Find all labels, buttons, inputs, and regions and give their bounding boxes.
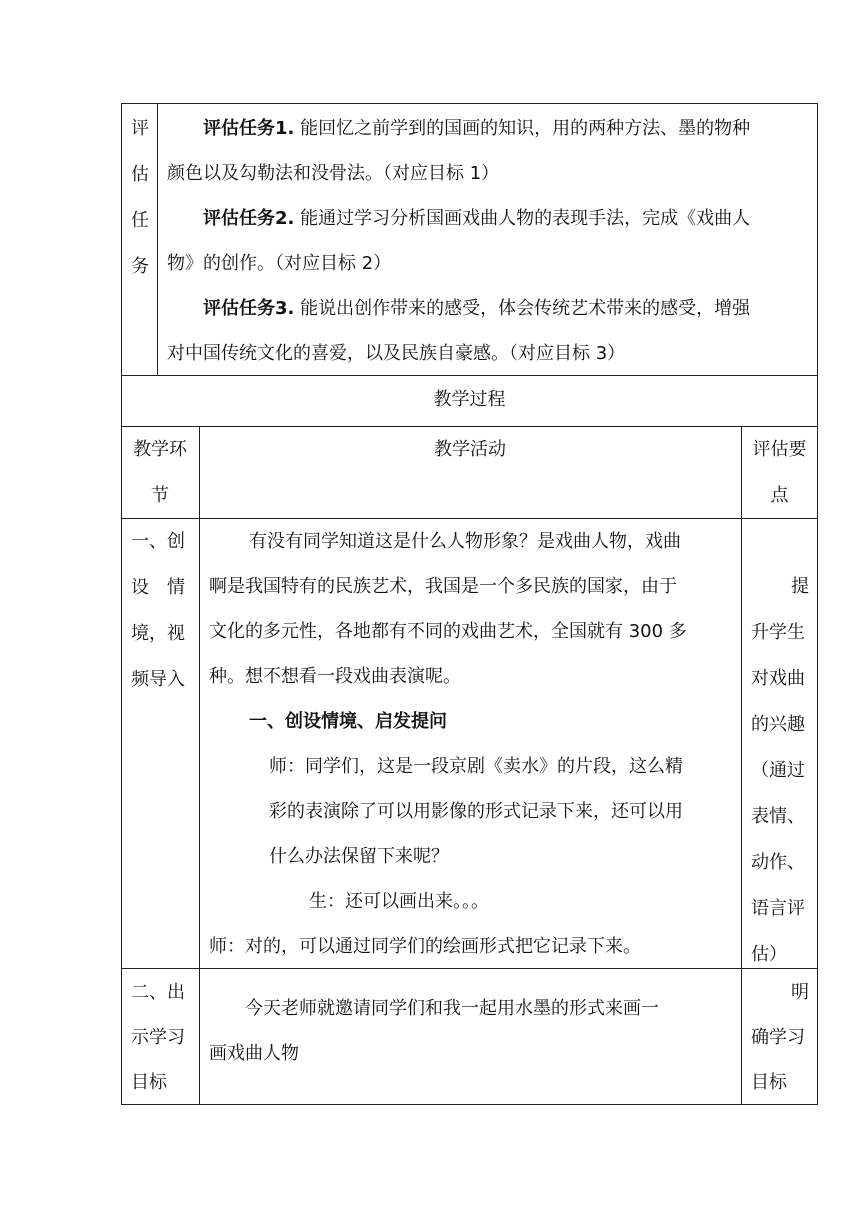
section1-closing-line: 师：对的，可以通过同学们的绘画形式把它记录下来。 [209,936,641,957]
stage-column-divider [199,426,200,1105]
header-stage: 教学环 节 [133,439,187,506]
section1-intro-line2: 啊是我国特有的民族艺术，我国是一个多民族的国家，由于 [209,576,677,597]
section1-teacher-line1: 师：同学们，这是一段京剧《卖水》的片段，这么精 [269,756,683,777]
eval-task-2-line2: 物》的创作。（对应目标 2） [167,253,392,274]
eval-side-label: 评 估 任 务 [131,118,149,277]
eval-task-3-line2: 对中国传统文化的喜爱，以及民族自豪感。（对应目标 3） [167,343,626,364]
section2-activity-line2: 画戏曲人物 [209,1043,299,1064]
process-title: 教学过程 [433,389,506,410]
section1-intro-line1: 有没有同学知道这是什么人物形象？是戏曲人物，戏曲 [249,531,681,552]
eval-task-1-line1: 评估任务1. 能回忆之前学到的国画的知识，用的两种方法、墨的物种 [203,118,751,139]
section2-points: 明 确学习 目标 [751,982,809,1093]
eval-task-1-line2: 颜色以及勾勒法和没骨法。（对应目标 1） [167,163,500,184]
points-column-divider [741,426,742,1105]
header-points: 评估要 点 [752,439,807,506]
section2-activity-line1: 今天老师就邀请同学们和我一起用水墨的形式来画一 [245,998,659,1019]
eval-task-2-line1: 评估任务2. 能通过学习分析国画戏曲人物的表现手法，完成《戏曲人 [203,208,751,229]
section1-stage: 一、创 设 情 境，视 频导入 [131,531,185,690]
section1-intro-line3: 文化的多元性，各地都有不同的戏曲艺术，全国就有 300 多 [209,621,687,642]
section1-teacher-line3: 什么办法保留下来呢？ [269,846,449,867]
eval-task-2-title: 评估任务2. [203,208,295,229]
header-activity: 教学活动 [434,439,506,460]
section1-intro-line4: 种。想不想看一段戏曲表演呢。 [209,666,461,687]
section1-teacher-line2: 彩的表演除了可以用影像的形式记录下来，还可以用 [269,801,683,822]
section1-student-line: 生：还可以画出来。。。 [309,891,489,912]
eval-task-3-line1: 评估任务3. 能说出创作带来的感受，体会传统艺术带来的感受，增强 [203,298,751,319]
section2-stage: 二、出 示学习 目标 [131,982,185,1093]
eval-column-divider [157,103,158,376]
section1-heading: 一、创设情境、启发提问 [249,711,447,732]
eval-task-3-title: 评估任务3. [203,298,295,319]
eval-task-1-title: 评估任务1. [203,118,295,139]
section1-points: 提 升学生 对戏曲 的兴趣 （通过 表情、 动作、 语言评 估） [751,576,809,965]
